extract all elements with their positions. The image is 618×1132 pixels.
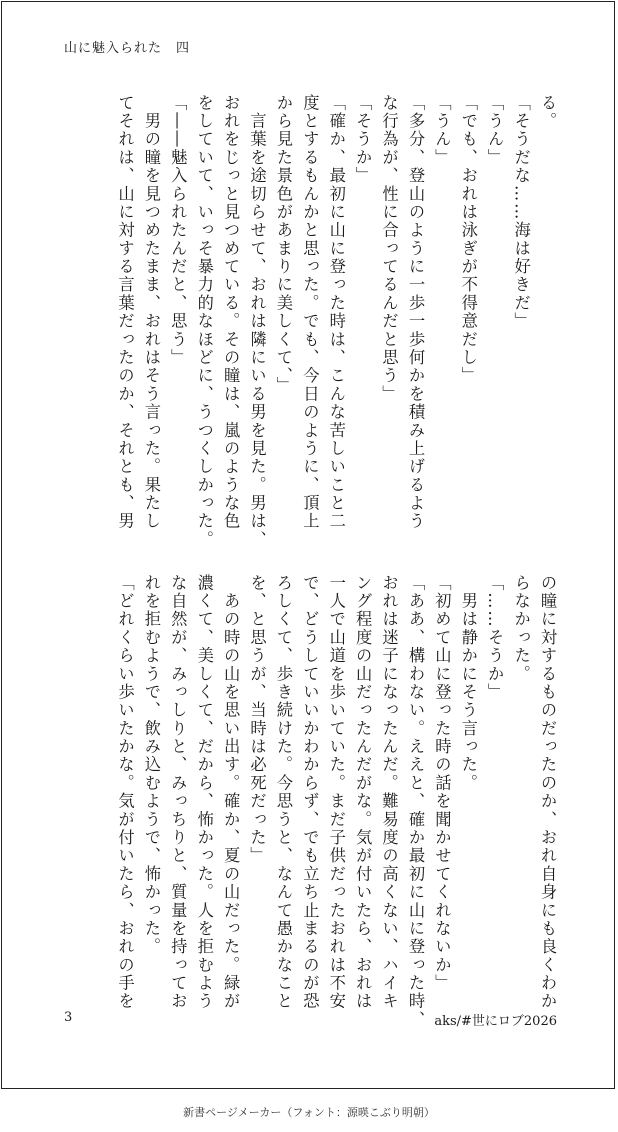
text-line: おれをじっと見つめている。その瞳は、嵐のような色 [221,94,241,531]
text-line: 「うん」 [432,94,452,167]
text-line: な自然が、みっしりと、みっちりと、質量を持ってお [168,574,188,1011]
text-line: ろしくて、歩き続けた。今思うと、なんて愚かなこと [273,574,293,1011]
book-page [1,1,615,1089]
text-line: 男は静かにそう言った。 [458,574,478,793]
text-line: あの時の山を思い出す。確か、夏の山だった。緑が [221,574,241,1011]
text-line: てそれは、山に対する言葉だったのか、それとも、男 [115,94,135,531]
text-line: で、どうしていいかわからず、でも立ち止まるのが恐 [300,574,320,1011]
text-line: 一人で山道を歩いていた。まだ子供だったおれは不安 [326,574,346,1011]
text-line: 度とするもんかと思った。でも、今日のように、頂上 [300,94,320,531]
text-line: 「多分、登山のように一歩一歩何かを積み上げるよう [405,94,425,531]
upper-text-block [111,94,560,549]
text-line: ング程度の山だったんだがな。気が付いたら、おれは [353,574,373,1011]
text-line: れを拒むようで、飲み込むようで、怖かった。 [141,574,161,956]
text-line: 「そうだな……海は好きだ」 [511,94,531,331]
text-line: 「でも、おれは泳ぎが不得意だし」 [458,94,478,386]
text-line: 「どれくらい歩いたかな。気が付いたら、おれの手を [115,574,135,1011]
text-line: 「そうか」 [353,94,373,185]
text-line: 濃くて、美しくて、だから、怖かった。人を拒むよう [194,574,214,1011]
text-line: 「確か、最初に山に登った時は、こんな苦しいこと二 [326,94,346,531]
text-line: 「ああ、構わない。ええと、確か最初に山に登った時、 [405,574,425,1029]
text-line: 言葉を途切らせて、おれは隣にいる男を見た。男は、 [247,94,267,549]
text-line: らなかった。 [511,574,531,684]
text-line: から見た景色があまりに美しくて、」 [273,94,293,396]
text-line: る。 [538,94,557,131]
text-line: な行為が、性に合ってるんだと思う」 [379,94,399,404]
text-line: 「うん」 [485,94,505,167]
text-line: おれは迷子になったんだ。難易度の高くない、ハイキ [379,574,399,1011]
text-line: 男の瞳を見つめたまま、おれはそう言った。果たし [141,94,161,531]
text-line: 「……そうか」 [485,574,505,702]
author-credit: aks/#世にロブ2026 [434,1014,557,1029]
text-line: 「初めて山に登った時の話を聞かせてくれないか」 [432,574,452,993]
text-line: の瞳に対するものだったのか、おれ自身にも良くわか [538,574,557,1011]
text-line: を、と思うが、当時は必死だった」 [247,574,267,866]
generator-caption: 新書ページメーカー（フォント：源暎こぶり明朝） [183,1106,435,1119]
text-line: をしていて、いっそ暴力的なほどに、うつくしかった。 [194,94,214,549]
chapter-title: 山に魅入られた 四 [64,41,191,56]
text-line: 「――魅入られたんだと、思う」 [168,94,188,367]
page-number: 3 [64,1010,73,1025]
